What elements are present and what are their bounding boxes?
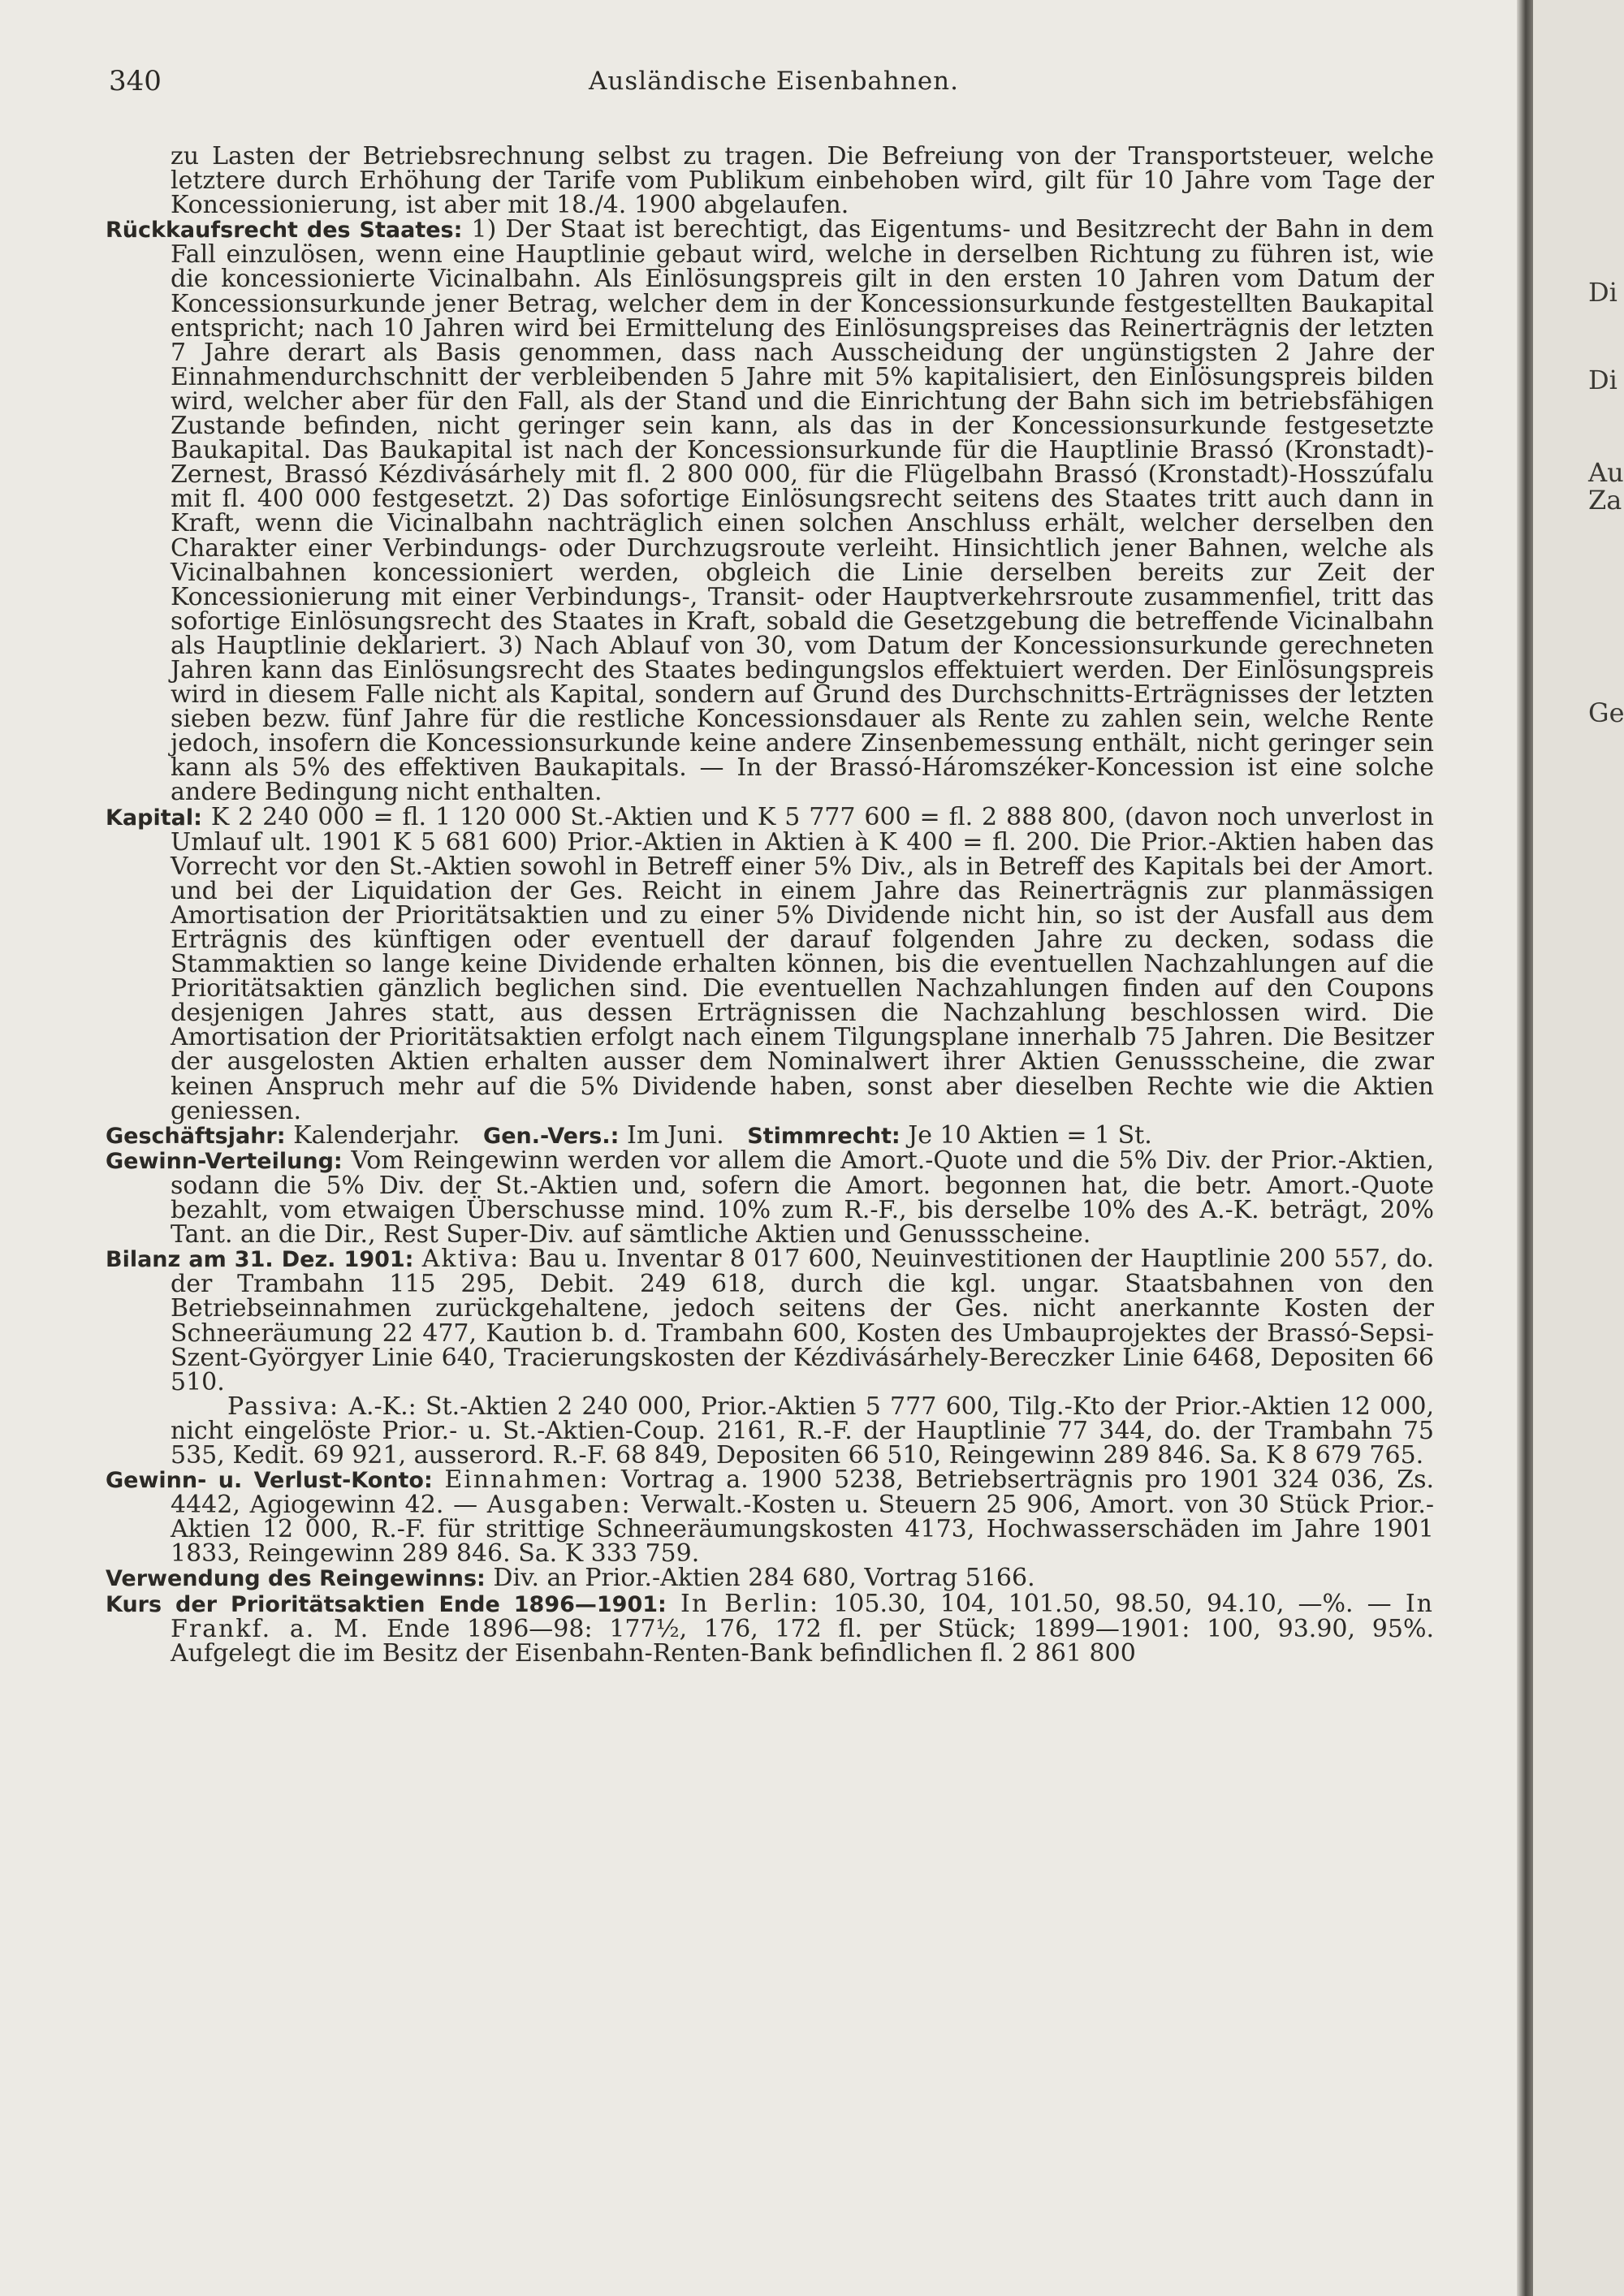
section-heading: Gewinn- u. Verlust-Konto:	[106, 1468, 433, 1494]
section-heading: Geschäftsjahr:	[106, 1123, 286, 1149]
paragraph-gewinn-verteilung	[106, 1146, 1434, 1249]
paragraph-text: Je 10 Aktien = 1 St.	[908, 1120, 1152, 1150]
inline-label: Aktiva:	[421, 1245, 520, 1274]
paragraph-text: Verwalt.-Kosten u. Steuern 25 906, Amort. von 30 Stück Prior.-Aktien 12 000, R.-F. für strittige Schneeräumungskosten 4173, Hochwasserschäden im Jahre 1901 1833, Reingewinn 289 846. Sa. K 333 759.	[171, 1491, 1435, 1569]
section-heading: Gewinn-Verteilung:	[106, 1148, 343, 1174]
margin-fragment: Au	[1588, 457, 1624, 488]
paragraph-text: Im Juni.	[626, 1120, 724, 1150]
paragraph-gewinn-verlust	[106, 1465, 1435, 1569]
section-heading: Rückkaufsrecht des Staates:	[106, 218, 463, 244]
book-gutter-shadow	[1517, 0, 1533, 2296]
adjacent-page-edge	[1533, 0, 1624, 2296]
paragraph-text: 1) Der Staat ist berechtigt, das Eigentums- und Besitzrecht der Bahn in dem Fall einzulösen, wenn eine Hauptlinie gebaut wird, welche in derselben Richtung zu führen ist, wie die koncessionierte Vicinalbahn. Als Einlösungspreis gilt in den ersten 10 Jahren vom Datum der Koncessionsurkunde jener Betrag, welcher dem in der Koncessionsurkunde festgestellten Baukapital entspricht; nach 10 Jahren wird bei Ermittelung des Einlösungspreises das Reinerträgnis der letzten 7 Jahre derart als Basis genommen, dass nach Ausscheidung der ungünstigsten 2 Jahre der Einnahmendurchschnitt der verbleibenden 5 Jahre mit 5% kapitalisiert, den Einlösungspreis bilden wird, welcher aber für den Fall, als der Stand und die Einrichtung der Bahn sich im betriebsfähigen Zustande befinden, nicht geringer sein kann, als das in der Koncessionsurkunde festgesetzte Baukapital. Das Baukapital ist nach der Koncessionsurkunde für die Hauptlinie Brassó (Kronstadt)-Zernest, Brassó Kézdivásárhely mit fl. 2 800 000, für die Flügelbahn Brassó (Kronstadt)-Hosszúfalu mit fl. 400 000 festgesetzt. 2) Das sofortige Einlösungsrecht seitens des Staates tritt auch dann in Kraft, wenn die Vicinalbahn nachträglich einen solchen Anschluss erhält, welcher derselben den Charakter einer Verbindungs- oder Durchzugsroute verleiht. Hinsichtlich jener Bahnen, welche als Vicinalbahnen koncessioniert werden, obgleich die Linie derselben bereits zur Zeit der Koncessionierung mit einer Verbindungs-, Transit- oder Hauptverkehrsroute zusammenfiel, tritt das sofortige Einlösungsrecht des Staates in Kraft, sobald die Gesetzgebung die betreffende Vicinalbahn als Hauptlinie deklariert. 3) Nach Ablauf von 30, vom Datum der Koncessionsurkunde gerechneten Jahren kann das Einlösungsrecht des Staates bedingungslos effektuiert werden. Der Einlösungspreis wird in diesem Falle nicht als Kapital, sondern auf Grund des Durchschnitts-Erträgnisses der letzten sieben bezw. fünf Jahre für die restliche Koncessionsdauer als Rente zu zahlen sein, welche Rente jedoch, insofern die Koncessionsurkunde keine andere Zinsenbemessung enthält, nicht geringer sein kann als 5% des effektiven Baukapitals. — In der Brassó-Háromszéker-Koncession ist eine solche andere Bedingung nicht enthalten.	[171, 215, 1434, 807]
margin-fragment: Ge	[1588, 697, 1624, 728]
paragraph-text: zu Lasten der Betriebsrechnung selbst zu tragen. Die Befreiung von der Transportsteuer, welche letztere durch Erhöhung der Tarife vom Publikum einbehoben wird, gilt für 10 Jahre vom Tage der Koncessionierung, ist aber mit 18./4. 1900 abgelaufen.	[171, 142, 1434, 220]
running-title: Ausländische Eisenbahnen.	[588, 67, 959, 96]
margin-fragment: Di	[1588, 277, 1618, 308]
paragraph-text: A.-K.: St.-Aktien 2 240 000, Prior.-Aktien 5 777 600, Tilg.-Kto der Prior.-Aktien 12 000, nicht eingelöste Prior.- u. St.-Aktien-Coup. 2161, R.-F. der Hauptlinie 77 344, do. der Trambahn 75 535, Kedit. 69 921, ausserord. R.-F. 68 849, Depositen 66 510, Reingewinn 289 846. Sa. K 8 679 765.	[171, 1392, 1434, 1470]
paragraph-text: Ende 1896—98: 177½, 176, 172 fl. per Stück; 1899—1901: 100, 93.90, 95%. Aufgelegt die im Besitz der Eisenbahn-Renten-Bank befindlichen fl. 2 861 800	[171, 1614, 1434, 1668]
margin-fragment: Di	[1588, 365, 1618, 395]
paragraph-bilanz-passiva	[106, 1392, 1434, 1470]
paragraph-text: Kalenderjahr.	[293, 1120, 460, 1150]
paragraph-text: Div. an Prior.-Aktien 284 680, Vortrag 5166.	[493, 1564, 1035, 1593]
inline-label: In Frankf. a. M.	[171, 1589, 1434, 1643]
paragraph-text: Bau u. Inventar 8 017 600, Neuinvestitionen der Hauptlinie 200 557, do. der Trambahn 115 295, Debit. 249 618, durch die kgl. ungar. Staatsbahnen von den Betriebseinnahmen zurückgehaltene, jedoch seitens der Ges. nicht anerkannte Kosten der Schneeräumung 22 477, Kaution b. d. Trambahn 600, Kosten des Umbauprojektes der Brassó-Sepsi-Szent-Györgyer Linie 640, Tracierungskosten der Kézdivásárhely-Bereczker Linie 6468, Depositen 66 510.	[171, 1245, 1434, 1396]
section-heading: Kapital:	[106, 805, 202, 831]
paragraph-text: Vortrag a. 1900 5238, Betriebserträgnis pro 1901 324 036, Zs. 4442, Agiogewinn 42. —	[171, 1465, 1435, 1520]
paragraph-verwendung	[106, 1566, 1434, 1591]
section-heading: Kurs der Prioritätsaktien Ende 1896—1901:	[106, 1591, 667, 1617]
section-heading: Gen.-Vers.:	[483, 1123, 620, 1149]
section-heading: Stimmrecht:	[747, 1123, 901, 1149]
inline-label: Ausgaben:	[486, 1491, 632, 1520]
paragraph-text: Vom Reingewinn werden vor allem die Amort.-Quote und die 5% Div. der Prior.-Aktien, sodann die 5% Div. der St.-Aktien und, sofern die Amort. begonnen hat, die betr. Amort.-Quote bezahlt, vom etwaigen Überschusse mind. 10% zum R.-F., bis derselbe 10% des A.-K. beträgt, 20% Tant. an die Dir., Rest Super-Div. auf sämtliche Aktien und Genussscheine.	[171, 1146, 1434, 1249]
inline-label: In Berlin:	[680, 1589, 820, 1618]
paragraph-kurs	[106, 1589, 1434, 1668]
section-heading: Bilanz am 31. Dez. 1901:	[106, 1247, 414, 1273]
section-heading: Verwendung des Reingewinns:	[106, 1566, 486, 1592]
paragraph-kapital	[106, 802, 1434, 1125]
inline-label: Passiva:	[227, 1392, 340, 1421]
page-header	[104, 65, 1444, 101]
paragraph-transport-tax	[106, 142, 1434, 220]
paragraph-rueckkaufsrecht	[106, 215, 1434, 807]
paragraph-text: 105.30, 104, 101.50, 98.50, 94.10, —%. —	[833, 1589, 1392, 1618]
margin-fragment: Za	[1588, 485, 1622, 516]
page-body	[106, 142, 1435, 1668]
inline-label: Einnahmen:	[444, 1465, 610, 1495]
page-number: 340	[109, 65, 162, 97]
paragraph-geschaeftsjahr	[106, 1120, 1434, 1150]
paragraph-text: K 2 240 000 = fl. 1 120 000 St.-Aktien und K 5 777 600 = fl. 2 888 800, (davon noch unverlost in Umlauf ult. 1901 K 5 681 600) Prior.-Aktien in Aktien à K 400 = fl. 200. Die Prior.-Aktien haben das Vorrecht vor den St.-Aktien sowohl in Betreff einer 5% Div., als in Betreff des Kapitals bei der Amort. und bei der Liquidation der Ges. Reicht in einem Jahre das Reinerträgnis zur planmässigen Amortisation der Prioritätsaktien und zu einer 5% Dividende nicht hin, so ist der Ausfall aus dem Erträgnis des künftigen oder eventuell der darauf folgenden Jahre zu decken, sodass die Stammaktien so lange keine Dividende erhalten können, bis die eventuellen Nachzahlungen auf die Prioritätsaktien gänzlich beglichen sind. Die eventuellen Nachzahlungen finden auf den Coupons desjenigen Jahres statt, aus dessen Erträgnissen die Nachzahlung beschlossen wird. Die Amortisation der Prioritätsaktien erfolgt nach einem Tilgungsplane innerhalb 75 Jahren. Die Besitzer der ausgelosten Aktien erhalten ausser dem Nominalwert ihrer Aktien Genussscheine, die zwar keinen Anspruch mehr auf die 5% Dividende haben, sonst aber dieselben Rechte wie die Aktien geniessen.	[171, 802, 1434, 1125]
paragraph-bilanz	[106, 1247, 1434, 1395]
